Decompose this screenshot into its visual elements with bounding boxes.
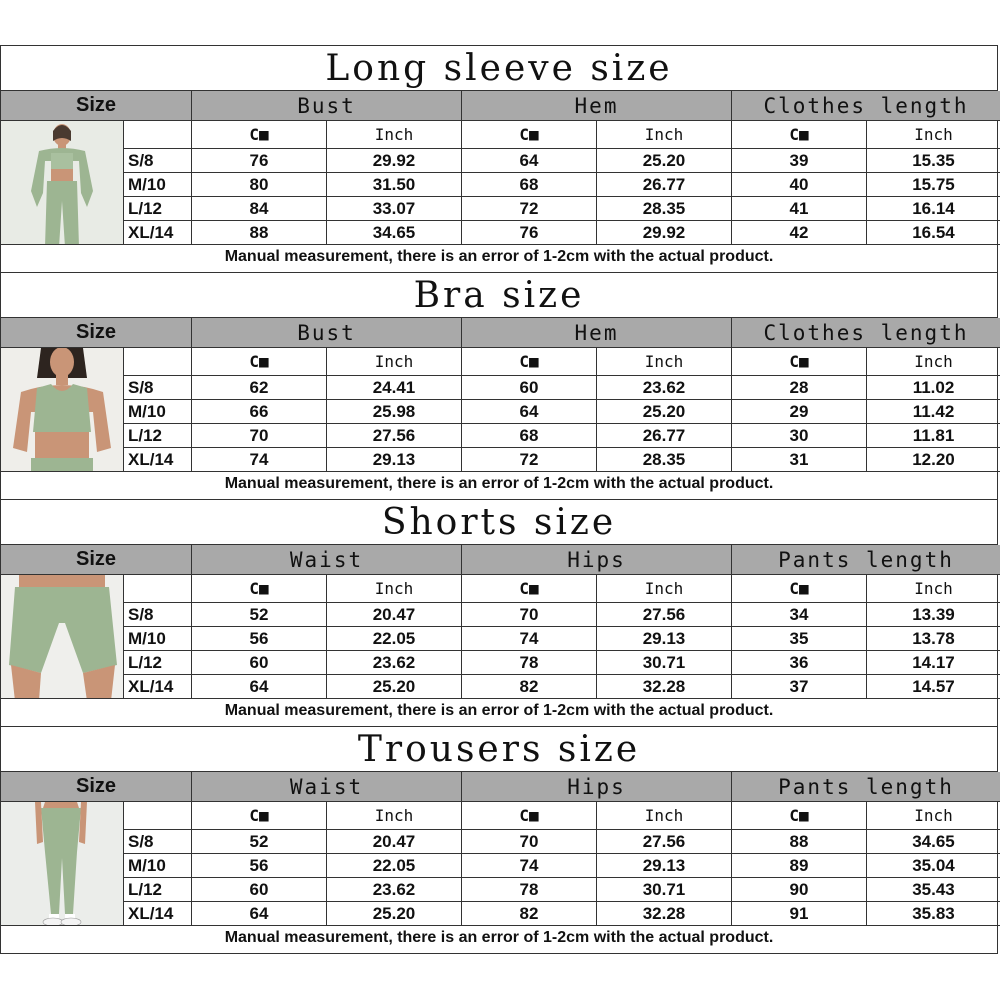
value-cell: 25.98 <box>327 400 462 424</box>
value-cell: 34.65 <box>327 221 462 245</box>
value-cell: 74 <box>192 448 327 472</box>
section-title: Shorts size <box>1 500 997 545</box>
value-cell: 31 <box>732 448 867 472</box>
value-cell: 13.78 <box>867 627 1000 651</box>
unit-header: C■ <box>732 348 867 376</box>
size-label: S/8 <box>124 830 192 854</box>
value-cell: 52 <box>192 830 327 854</box>
value-cell: 29.13 <box>597 627 732 651</box>
size-chart-sheet <box>0 45 998 954</box>
value-cell: 24.41 <box>327 376 462 400</box>
value-cell: 30.71 <box>597 651 732 675</box>
size-header: Size <box>1 772 192 802</box>
unit-header: Inch <box>867 348 1000 376</box>
blank-cell <box>124 575 192 603</box>
group-header: Waist <box>192 545 462 575</box>
unit-header: C■ <box>462 121 597 149</box>
shorts-photo <box>1 575 124 699</box>
value-cell: 78 <box>462 651 597 675</box>
value-cell: 11.02 <box>867 376 1000 400</box>
unit-header: Inch <box>867 802 1000 830</box>
unit-header: Inch <box>867 575 1000 603</box>
value-cell: 88 <box>732 830 867 854</box>
group-header: Hem <box>462 91 732 121</box>
value-cell: 30 <box>732 424 867 448</box>
value-cell: 70 <box>462 603 597 627</box>
size-label: XL/14 <box>124 902 192 926</box>
trousers-photo <box>1 802 124 926</box>
value-cell: 27.56 <box>597 830 732 854</box>
size-table <box>1 318 997 472</box>
value-cell: 39 <box>732 149 867 173</box>
size-label: L/12 <box>124 424 192 448</box>
value-cell: 68 <box>462 424 597 448</box>
size-label: M/10 <box>124 173 192 197</box>
group-header: Bust <box>192 318 462 348</box>
value-cell: 29.13 <box>327 448 462 472</box>
value-cell: 28 <box>732 376 867 400</box>
value-cell: 20.47 <box>327 603 462 627</box>
unit-header: Inch <box>327 802 462 830</box>
value-cell: 11.42 <box>867 400 1000 424</box>
value-cell: 25.20 <box>597 400 732 424</box>
value-cell: 78 <box>462 878 597 902</box>
value-cell: 16.54 <box>867 221 1000 245</box>
group-header: Hem <box>462 318 732 348</box>
value-cell: 62 <box>192 376 327 400</box>
group-header: Bust <box>192 91 462 121</box>
bra-section <box>1 273 997 500</box>
size-header: Size <box>1 91 192 121</box>
value-cell: 40 <box>732 173 867 197</box>
value-cell: 29.92 <box>327 149 462 173</box>
value-cell: 32.28 <box>597 902 732 926</box>
long-sleeve-set-photo <box>1 121 124 245</box>
size-label: S/8 <box>124 149 192 173</box>
value-cell: 16.14 <box>867 197 1000 221</box>
unit-header: Inch <box>597 348 732 376</box>
value-cell: 60 <box>192 878 327 902</box>
measurement-note: Manual measurement, there is an error of 1-2cm with the actual product. <box>224 475 774 492</box>
blank-cell <box>124 802 192 830</box>
group-header: Pants length <box>732 772 1000 802</box>
section-title: Long sleeve size <box>1 46 997 91</box>
unit-header: C■ <box>192 121 327 149</box>
unit-header: Inch <box>597 121 732 149</box>
unit-header: Inch <box>867 121 1000 149</box>
value-cell: 60 <box>462 376 597 400</box>
value-cell: 91 <box>732 902 867 926</box>
value-cell: 14.57 <box>867 675 1000 699</box>
value-cell: 29.92 <box>597 221 732 245</box>
value-cell: 15.75 <box>867 173 1000 197</box>
value-cell: 52 <box>192 603 327 627</box>
group-header: Hips <box>462 545 732 575</box>
size-label: M/10 <box>124 400 192 424</box>
measurement-note: Manual measurement, there is an error of 1-2cm with the actual product. <box>224 702 774 719</box>
size-table <box>1 91 997 245</box>
unit-header: C■ <box>462 802 597 830</box>
value-cell: 34 <box>732 603 867 627</box>
unit-header: C■ <box>462 575 597 603</box>
unit-header: C■ <box>732 121 867 149</box>
value-cell: 30.71 <box>597 878 732 902</box>
value-cell: 27.56 <box>597 603 732 627</box>
group-header: Hips <box>462 772 732 802</box>
unit-header: C■ <box>192 802 327 830</box>
unit-header: Inch <box>327 121 462 149</box>
measurement-note: Manual measurement, there is an error of 1-2cm with the actual product. <box>224 929 774 946</box>
size-header: Size <box>1 545 192 575</box>
trousers-section <box>1 727 997 954</box>
value-cell: 23.62 <box>597 376 732 400</box>
value-cell: 66 <box>192 400 327 424</box>
value-cell: 60 <box>192 651 327 675</box>
size-table <box>1 545 997 699</box>
value-cell: 64 <box>192 675 327 699</box>
section-title: Trousers size <box>1 727 997 772</box>
value-cell: 42 <box>732 221 867 245</box>
value-cell: 36 <box>732 651 867 675</box>
size-label: XL/14 <box>124 448 192 472</box>
value-cell: 35.43 <box>867 878 1000 902</box>
value-cell: 20.47 <box>327 830 462 854</box>
value-cell: 14.17 <box>867 651 1000 675</box>
size-label: L/12 <box>124 651 192 675</box>
unit-header: Inch <box>327 575 462 603</box>
value-cell: 34.65 <box>867 830 1000 854</box>
value-cell: 35.04 <box>867 854 1000 878</box>
value-cell: 70 <box>192 424 327 448</box>
shorts-section <box>1 500 997 727</box>
value-cell: 25.20 <box>597 149 732 173</box>
value-cell: 84 <box>192 197 327 221</box>
group-header: Waist <box>192 772 462 802</box>
size-label: XL/14 <box>124 675 192 699</box>
unit-header: C■ <box>462 348 597 376</box>
unit-header: Inch <box>597 575 732 603</box>
value-cell: 35.83 <box>867 902 1000 926</box>
value-cell: 80 <box>192 173 327 197</box>
value-cell: 64 <box>192 902 327 926</box>
unit-header: C■ <box>192 575 327 603</box>
size-label: M/10 <box>124 627 192 651</box>
value-cell: 22.05 <box>327 627 462 651</box>
value-cell: 37 <box>732 675 867 699</box>
group-header: Clothes length <box>732 91 1000 121</box>
value-cell: 64 <box>462 400 597 424</box>
value-cell: 56 <box>192 627 327 651</box>
value-cell: 74 <box>462 854 597 878</box>
value-cell: 64 <box>462 149 597 173</box>
value-cell: 27.56 <box>327 424 462 448</box>
size-label: XL/14 <box>124 221 192 245</box>
value-cell: 22.05 <box>327 854 462 878</box>
value-cell: 26.77 <box>597 424 732 448</box>
unit-header: C■ <box>732 802 867 830</box>
value-cell: 76 <box>192 149 327 173</box>
value-cell: 41 <box>732 197 867 221</box>
size-label: S/8 <box>124 603 192 627</box>
bra-photo <box>1 348 124 472</box>
size-label: S/8 <box>124 376 192 400</box>
size-label: L/12 <box>124 197 192 221</box>
group-header: Pants length <box>732 545 1000 575</box>
blank-cell <box>124 121 192 149</box>
size-table <box>1 772 997 926</box>
value-cell: 23.62 <box>327 878 462 902</box>
size-label: M/10 <box>124 854 192 878</box>
measurement-note: Manual measurement, there is an error of 1-2cm with the actual product. <box>224 248 774 265</box>
value-cell: 56 <box>192 854 327 878</box>
value-cell: 31.50 <box>327 173 462 197</box>
value-cell: 28.35 <box>597 197 732 221</box>
value-cell: 15.35 <box>867 149 1000 173</box>
value-cell: 33.07 <box>327 197 462 221</box>
value-cell: 25.20 <box>327 902 462 926</box>
value-cell: 82 <box>462 675 597 699</box>
value-cell: 23.62 <box>327 651 462 675</box>
unit-header: Inch <box>327 348 462 376</box>
value-cell: 76 <box>462 221 597 245</box>
value-cell: 28.35 <box>597 448 732 472</box>
value-cell: 32.28 <box>597 675 732 699</box>
value-cell: 35 <box>732 627 867 651</box>
value-cell: 29 <box>732 400 867 424</box>
value-cell: 89 <box>732 854 867 878</box>
value-cell: 29.13 <box>597 854 732 878</box>
size-header: Size <box>1 318 192 348</box>
value-cell: 72 <box>462 197 597 221</box>
section-title: Bra size <box>1 273 997 318</box>
value-cell: 90 <box>732 878 867 902</box>
long-sleeve-section <box>1 46 997 273</box>
value-cell: 13.39 <box>867 603 1000 627</box>
group-header: Clothes length <box>732 318 1000 348</box>
value-cell: 68 <box>462 173 597 197</box>
value-cell: 11.81 <box>867 424 1000 448</box>
value-cell: 82 <box>462 902 597 926</box>
unit-header: Inch <box>597 802 732 830</box>
size-label: L/12 <box>124 878 192 902</box>
value-cell: 70 <box>462 830 597 854</box>
value-cell: 74 <box>462 627 597 651</box>
blank-cell <box>124 348 192 376</box>
unit-header: C■ <box>732 575 867 603</box>
value-cell: 88 <box>192 221 327 245</box>
unit-header: C■ <box>192 348 327 376</box>
value-cell: 26.77 <box>597 173 732 197</box>
value-cell: 25.20 <box>327 675 462 699</box>
value-cell: 12.20 <box>867 448 1000 472</box>
value-cell: 72 <box>462 448 597 472</box>
